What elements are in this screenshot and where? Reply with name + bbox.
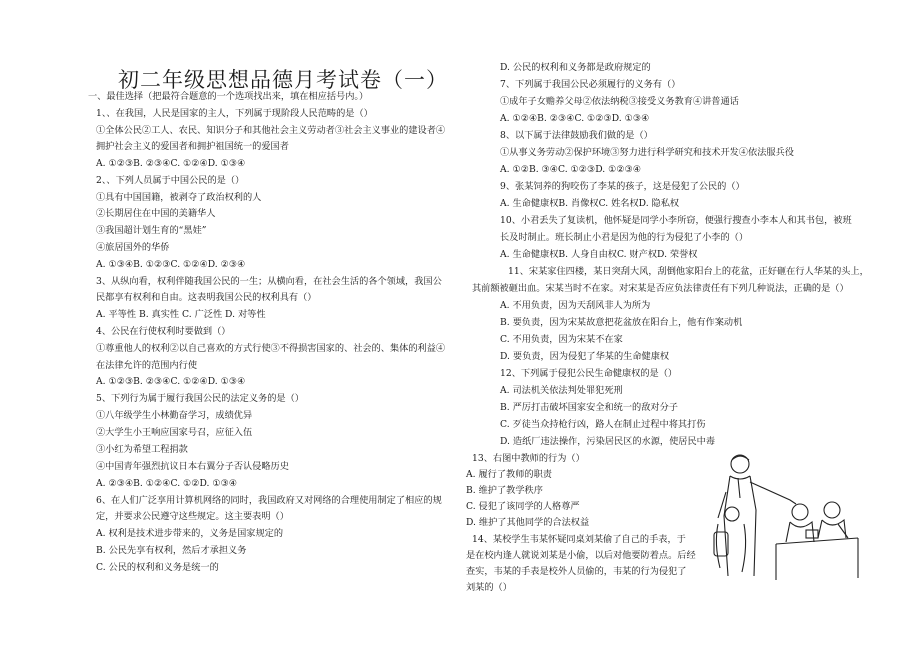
text-line: 拥护社会主义的爱国者和拥护祖国统一的爱国者	[96, 141, 289, 152]
text-line: A. ①②③B. ②③④C. ①②④D. ①③④	[96, 376, 246, 387]
text-line: A. ①③④B. ①②③C. ①②④D. ②③④	[96, 259, 246, 270]
text-line: A. 平等性 B. 真实性 C. 广泛性 D. 对等性	[96, 309, 266, 320]
text-line: ③小红为希望工程捐款	[96, 444, 188, 455]
text-line: 4、公民在行使权利时要做到（）	[96, 326, 231, 337]
text-line: A. ②③④B. ①②④C. ①②D. ①③④	[96, 478, 238, 489]
text-line: ①从事义务劳动②保护环境③努力进行科学研究和技术开发④依法服兵役	[500, 147, 794, 158]
text-line: 2、、下列人员属于中国公民的是（）	[96, 175, 245, 186]
text-line: 3、从纵向看，权利伴随我国公民的一生；从横向看，在社会生活的各个领域，我国公	[96, 276, 442, 287]
text-line: 14、某校学生韦某怀疑同桌刘某偷了自己的手表，于	[472, 534, 686, 545]
text-line: 查实，韦某的手表是校外人员偷的，韦某的行为侵犯了	[466, 566, 687, 577]
text-line: A. ①②④B. ②③④C. ①②③D. ①③④	[500, 113, 650, 124]
text-line: A. 履行了教师的职责	[466, 469, 552, 480]
text-line: 11、宋某家住四楼，某日突刮大风，刮倒他家阳台上的花盆，正好砸在行人华某的头上，	[508, 266, 869, 277]
text-line: 一、最佳选择（把最符合题意的一个选项找出来，填在相应括号内。）	[88, 91, 369, 102]
exam-title: 初二年级思想品德月考试卷（一）	[118, 68, 448, 92]
text-line: ①尊重他人的权利②以自己喜欢的方式行使③不得损害国家的、社会的、集体的利益④	[96, 343, 446, 354]
text-line: C. 侵犯了该同学的人格尊严	[466, 501, 580, 512]
teacher-illustration	[712, 452, 862, 582]
text-line: A. ①②B. ③④C. ①②③D. ①②③④	[500, 164, 642, 175]
text-line: A. 生命健康权B. 肖像权C. 姓名权D. 隐私权	[500, 198, 680, 209]
text-line: 定，并要求公民遵守这些规定。这主要表明（）	[96, 511, 289, 522]
text-line: 民都享有权利和自由。这表明我国公民的权利具有（）	[96, 292, 317, 303]
text-line: ①八年级学生小林勤奋学习，成绩优异	[96, 410, 253, 421]
text-line: C. 歹徒当众持枪行凶，路人在制止过程中将其打伤	[500, 419, 706, 430]
text-line: ①全体公民②工人、农民、知识分子和其他社会主义劳动者③社会主义事业的建设者④	[96, 125, 446, 136]
text-line: B. 严厉打击破坏国家安全和统一的敌对分子	[500, 402, 678, 413]
text-line: D. 维护了其他同学的合法权益	[466, 517, 590, 528]
text-line: 6、在人们广泛享用计算机网络的同时，我国政府又对网络的合理使用制定了相应的规	[96, 495, 442, 506]
text-line: A. 司法机关依法判处罪犯死刑	[500, 385, 623, 396]
text-line: C. 不用负责，因为宋某不在家	[500, 334, 623, 345]
text-line: C. 公民的权利和义务是统一的	[96, 562, 219, 573]
text-line: A. 不用负责，因为天刮风非人为所为	[500, 300, 651, 311]
text-line: 刘某的（）	[466, 582, 512, 593]
text-line: ③我国超计划生育的“黑娃”	[96, 225, 207, 236]
text-line: 7、下列属于我国公民必须履行的义务有（）	[500, 79, 681, 90]
text-line: D. 造纸厂违法操作，污染居民区的水源，使居民中毒	[500, 436, 716, 447]
text-line: 10、小君丢失了复读机，他怀疑是同学小李所窃，便强行搜查小李本人和其书包，被班	[500, 215, 852, 226]
text-line: B. 维护了教学秩序	[466, 485, 543, 496]
text-line: ②大学生小王响应国家号召，应征入伍	[96, 427, 253, 438]
text-line: 5、下列行为属于履行我国公民的法定义务的是（）	[96, 393, 304, 404]
text-line: 12、下列属于侵犯公民生命健康权的是（）	[500, 368, 678, 379]
text-line: ①具有中国国籍，被剥夺了政治权利的人	[96, 192, 262, 203]
text-line: B. 要负责，因为宋某故意把花盆放在阳台上，他有作案动机	[500, 317, 743, 328]
text-line: A. 权利是技术进步带来的，义务是国家规定的	[96, 528, 284, 539]
text-line: 9、张某饲养的狗咬伤了李某的孩子，这是侵犯了公民的（）	[500, 181, 745, 192]
text-line: 其前额被砸出血。宋某当时不在家。对宋某是否应负法律责任有下列几种说法，正确的是（）	[472, 283, 849, 294]
text-line: 在法律允许的范围内行使	[96, 360, 198, 371]
text-line: ④旅居国外的华侨	[96, 242, 170, 253]
text-line: A. ①②③B. ②③④C. ①②④D. ①③④	[96, 158, 246, 169]
text-line: A. 生命健康权B. 人身自由权C. 财产权D. 荣誉权	[500, 249, 698, 260]
text-line: D. 公民的权利和义务都是政府规定的	[500, 62, 651, 73]
text-line: 1、、在我国，人民是国家的主人，下列属于现阶段人民范畴的是（）	[96, 108, 373, 119]
text-line: 是在校内逢人就说刘某是小偷，以后对他要防着点。后经	[466, 550, 696, 561]
text-line: ④中国青年强烈抗议日本右翼分子否认侵略历史	[96, 461, 289, 472]
text-line: ②长期居住在中国的美籍华人	[96, 208, 216, 219]
text-line: D. 要负责，因为侵犯了华某的生命健康权	[500, 351, 670, 362]
text-line: 8、以下属于法律鼓励我们做的是（）	[500, 130, 653, 141]
text-line: B. 公民先享有权利，然后才承担义务	[96, 545, 247, 556]
text-line: 长及时制止。班长制止小君是因为他的行为侵犯了小李的（）	[500, 232, 749, 243]
text-line: 13、右图中教师的行为（）	[472, 453, 585, 464]
text-line: ①成年子女赡养父母②依法纳税③接受义务教育④讲普通话	[500, 96, 739, 107]
